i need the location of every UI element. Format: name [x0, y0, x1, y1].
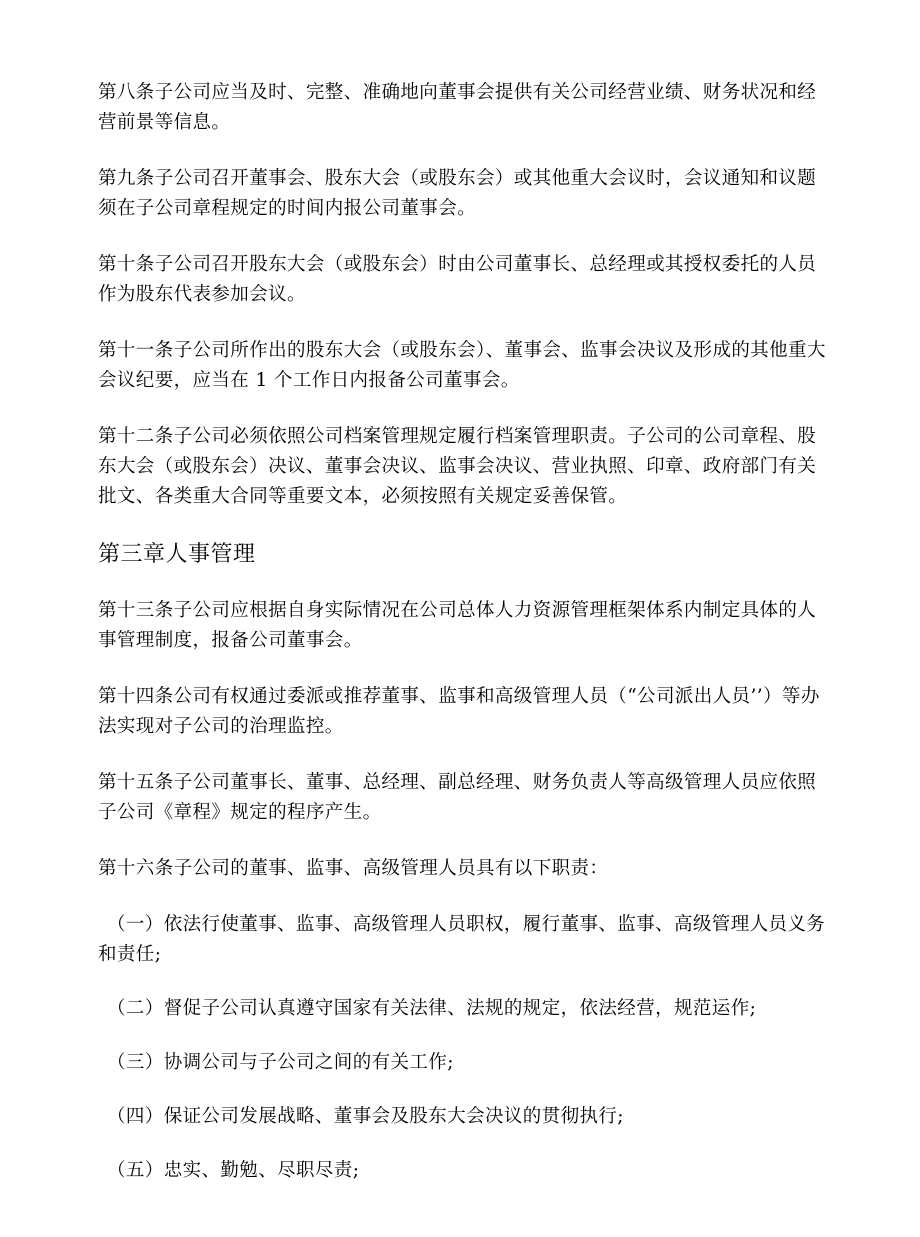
article-12: 第十二条子公司必须依照公司档案管理规定履行档案管理职责。子公司的公司章程、股东大会（或股东会）决议、董事会决议、监事会决议、营业执照、印章、政府部门有关批文、各类重大合同等重要文本，必须按照有关规定妥善保管。 — [98, 426, 817, 507]
article-14: 第十四条公司有权通过委派或推荐董事、监事和高级管理人员（“公司派出人员’’）等办法实现对子公司的治理监控。 — [98, 686, 820, 737]
document-page — [98, 78, 828, 1210]
duty-item-3: （三）协调公司与子公司之间的有关工作; — [107, 1052, 454, 1073]
article-8: 第八条子公司应当及时、完整、准确地向董事会提供有关公司经营业绩、财务状况和经营前景等信息。 — [98, 82, 817, 133]
article-13: 第十三条子公司应根据自身实际情况在公司总体人力资源管理框架体系内制定具体的人事管理制度，报备公司董事会。 — [98, 600, 817, 651]
chapter-heading: 第三章人事管理 — [98, 542, 256, 567]
duty-item-5: （五）忠实、勤勉、尽职尽责; — [107, 1160, 360, 1181]
duty-item-4: （四）保证公司发展战略、董事会及股东大会决议的贯彻执行; — [107, 1106, 624, 1127]
article-10: 第十条子公司召开股东大会（或股东会）时由公司董事长、总经理或其授权委托的人员作为股东代表参加会议。 — [98, 254, 817, 305]
duty-item-2: （二）督促子公司认真遵守国家有关法律、法规的规定，依法经营，规范运作; — [107, 998, 757, 1019]
duty-item-1: （一）依法行使董事、监事、高级管理人员职权，履行董事、监事、高级管理人员义务和责任; — [98, 914, 826, 965]
article-11: 第十一条子公司所作出的股东大会（或股东会）、董事会、监事会决议及形成的其他重大会议纪要，应当在 1 个工作日内报备公司董事会。 — [98, 340, 826, 391]
article-15: 第十五条子公司董事长、董事、总经理、副总经理、财务负责人等高级管理人员应依照子公司《章程》规定的程序产生。 — [98, 772, 817, 823]
article-9: 第九条子公司召开董事会、股东大会（或股东会）或其他重大会议时，会议通知和议题须在子公司章程规定的时间内报公司董事会。 — [98, 168, 817, 219]
article-16: 第十六条子公司的董事、监事、高级管理人员具有以下职责： — [98, 858, 609, 879]
